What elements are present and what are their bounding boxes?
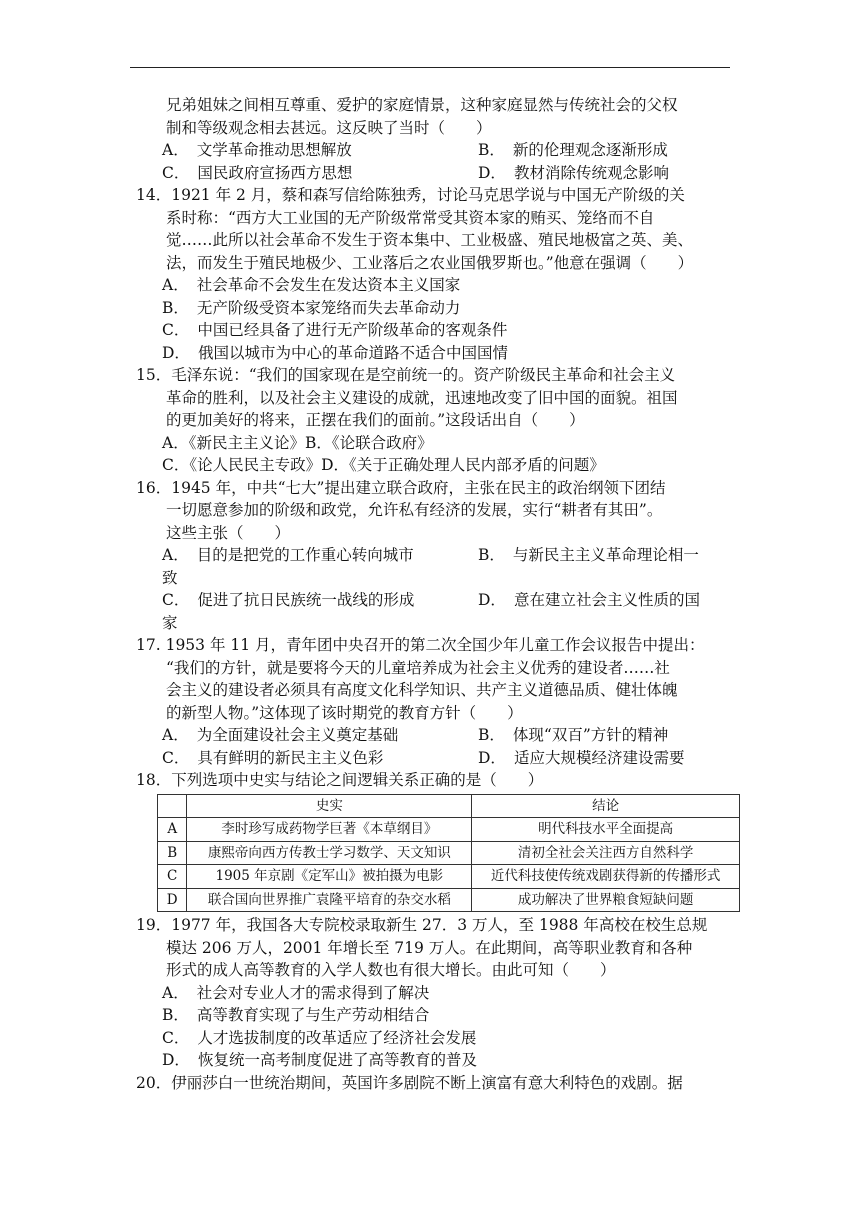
option-c: C． 具有鲜明的新民主主义色彩 [162,748,384,767]
table-row [158,818,740,842]
question-18 [130,769,740,912]
question-text-line: 制和等级观念相去甚远。这反映了当时（ ） [166,118,492,137]
question-17 [130,634,740,769]
option-b: B． 新的伦理观念逐渐形成 [478,141,668,159]
exam-page [130,94,740,1094]
question-stem: 15．毛泽东说：“我们的国家现在是空前统一的。资产阶级民主革命和社会主义 [136,366,676,384]
facts-conclusions-table [157,794,740,913]
question-stem: 20．伊丽莎白一世统治期间，英国许多剧院不断上演富有意大利特色的戏剧。据 [136,1073,683,1092]
table-cell: 清初全社会关注西方自然科学 [472,841,740,865]
option-a: A． 目的是把党的工作重心转向城市 [162,546,414,564]
question-stem: 16．1945 年，中共“七大”提出建立联合政府，主张在民主的政治纲领下团结 [136,478,666,497]
table-header-cell: 结论 [472,794,740,818]
table-row [158,888,740,912]
option-a: A． 社会革命不会发生在发达资本主义国家 [162,276,461,294]
question-16 [130,477,740,635]
question-text-line: 这些主张（ ） [166,523,291,542]
option-a: A． 为全面建设社会主义奠定基础 [162,726,399,744]
question-stem: 18．下列选项中史实与结论之间逻辑关系正确的是（ ） [136,771,544,789]
table-cell: D [158,888,187,912]
table-cell: 1905 年京剧《定军山》被拍摄为电影 [187,865,472,889]
option-b: B． 体现“双百”方针的精神 [478,726,669,744]
table-header-row [158,794,740,818]
option-b: B． 高等教育实现了与生产劳动相结合 [162,1006,430,1024]
header-rule [130,67,730,68]
option-d: D． 适应大规模经济建设需要 [478,748,685,767]
table-header-cell [158,794,187,818]
option-c: C． 国民政府宣扬西方思想 [162,163,353,182]
option-a: A． 文学革命推动思想解放 [162,141,352,159]
table-row [158,865,740,889]
question-text-line: 觉……此所以社会革命不发生于资本集中、工业极盛、殖民地极富之英、美、 [166,231,694,249]
question-text-line: 形式的成人高等教育的入学人数也有很大增长。由此可知（ ） [166,961,616,979]
options-row [130,162,740,185]
table-cell: B [158,841,187,865]
question-text-line: 系时称：“西方大工业国的无产阶级常常受其资本家的贿买、笼络而不自 [166,208,655,227]
question-stem: 19．1977 年，我国各大专院校录取新生 27．3 万人，至 1988 年高校在校生总规 [136,916,708,934]
table-row [158,841,740,865]
question-text-line: 法，而发生于殖民地极少、工业落后之农业国俄罗斯也。”他意在强调（ ） [166,253,694,272]
question-text-line: 模达 206 万人，2001 年增长至 719 万人。在此期间，高等职业教育和各种 [166,938,693,957]
table-cell: 李时珍写成药物学巨著《本草纲目》 [187,818,472,842]
option-c: C． 促进了抗日民族统一战线的形成 [162,591,415,609]
options-row [130,139,740,162]
option-b: B． 与新民主主义革命理论相一 [478,546,699,564]
question-14 [130,184,740,364]
options-row [130,724,740,747]
option-d: D． 俄国以城市为中心的革命道路不适合中国国情 [162,343,508,362]
option-d: D． 教材消除传统观念影响 [478,163,669,182]
option-d: D． 意在建立社会主义性质的国 [478,591,700,609]
question-19 [130,914,740,1072]
table-cell: 成功解决了世界粮食短缺问题 [472,888,740,912]
question-15 [130,364,740,477]
options-row [130,544,740,567]
option-a: A． 社会对专业人才的需求得到了解决 [162,983,430,1002]
option-wrap: 家 [162,613,178,632]
table-header-cell: 史实 [187,794,472,818]
table-cell: 联合国向世界推广袁隆平培育的杂交水稻 [187,888,472,912]
option-c: C． 中国已经具备了进行无产阶级革命的客观条件 [162,321,508,339]
option-d: D． 恢复统一高考制度促进了高等教育的普及 [162,1051,477,1069]
table-cell: 明代科技水平全面提高 [472,818,740,842]
options-line: A．《新民主主义论》B．《论联合政府》 [162,433,433,452]
question-13 [130,94,740,184]
question-text-line: 革命的胜利，以及社会主义建设的成就，迅速地改变了旧中国的面貌。祖国 [166,388,678,407]
table-cell: 近代科技使传统戏剧获得新的传播形式 [472,865,740,889]
table-cell: 康熙帝向西方传教士学习数学、天文知识 [187,841,472,865]
question-text-line: 兄弟姐妹之间相互尊重、爱护的家庭情景，这种家庭显然与传统社会的父权 [166,96,678,114]
question-text-line: 的更加美好的将来，正摆在我们的面前。”这段话出自（ ） [166,411,585,429]
table-cell: A [158,818,187,842]
option-b: B． 无产阶级受资本家笼络而失去革命动力 [162,298,461,317]
question-text-line: 一切愿意参加的阶级和政党，允许私有经济的发展，实行“耕者有其田”。 [166,501,663,519]
options-row [130,747,740,770]
question-text-line: 的新型人物。”这体现了该时期党的教育方针（ ） [166,703,523,722]
option-wrap: 致 [162,568,178,587]
options-row [130,589,740,612]
table-cell: C [158,865,187,889]
question-stem: 17. 1953 年 11 月，青年团中央召开的第二次全国少年儿童工作会议报告中提出： [136,636,705,654]
question-text-line: 会主义的建设者必须具有高度文化科学知识、共产主义道德品质、健壮体魄 [166,681,678,699]
question-text-line: “我们的方针，就是要将今天的儿童培养成为社会主义优秀的建设者……社 [166,658,670,677]
options-line: C．《论人民民主专政》D．《关于正确处理人民内部矛盾的问题》 [162,456,605,474]
question-stem: 14．1921 年 2 月，蔡和森写信给陈独秀，讨论马克思学说与中国无产阶级的关 [136,186,685,204]
question-20 [130,1072,740,1095]
option-c: C． 人才选拔制度的改革适应了经济社会发展 [162,1028,477,1047]
